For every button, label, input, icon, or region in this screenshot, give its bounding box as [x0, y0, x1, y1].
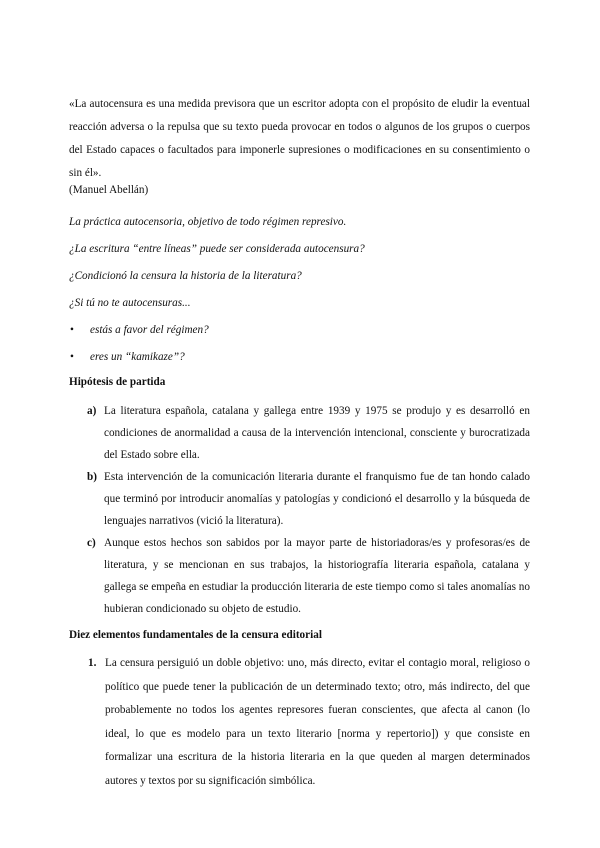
bullet-icon: •: [70, 324, 74, 336]
bullet-list: [69, 322, 530, 376]
list-item: [87, 532, 530, 620]
question-4: ¿Si tú no te autocensuras...: [69, 297, 191, 309]
item-label: 1.: [88, 657, 97, 669]
hypotheses-list: [87, 400, 530, 620]
quote-author: (Manuel Abellán): [69, 184, 149, 196]
item-text: Esta intervención de la comunicación literaria durante el franquismo fue de tan hondo calado que terminó por introducir anomalías y patologías y condicionó el desarrollo y la búsqueda de lenguajes narrativos (vició la literatura).: [104, 471, 530, 527]
bullet-text: eres un “kamikaze”?: [90, 351, 185, 363]
list-item: [87, 466, 530, 532]
question-2: ¿La escritura “entre líneas” puede ser considerada autocensura?: [69, 243, 365, 255]
item-text: La literatura española, catalana y gallega entre 1939 y 1975 se produjo y es desarrolló en condiciones de anormalidad a causa de la intervención intencional, consciente y burocratizada del Estado sobre ella.: [104, 405, 530, 461]
item-text: Aunque estos hechos son sabidos por la mayor parte de historiadoras/es y profesoras/es de literatura, y se mencionan en sus trabajos, la historiografía literaria española, catalana y gallega se empeña en estudiar la producción literaria de este tiempo como si tales anomalías no hubieran condicionado su objeto de estudio.: [104, 537, 530, 615]
list-item: [88, 652, 530, 793]
item-text: La censura persiguió un doble objetivo: uno, más directo, evitar el contagio moral, religioso o político que puede tener la publicación de un determinado texto; otro, más indirecto, del que probablemente no todos los agentes represores fueran conscientes, que afecta al canon (lo ideal, lo que es modelo para un texto literario [norma y repertorio]) y que consiste en formalizar una escritura de la historia literaria en la que queden al margen determinados autores y textos por su significación simbólica.: [105, 657, 530, 787]
question-3: ¿Condicionó la censura la historia de la literatura?: [69, 270, 302, 282]
section-heading-hypotheses: Hipótesis de partida: [69, 376, 166, 388]
elements-list: [88, 652, 530, 793]
item-label: a): [87, 405, 97, 417]
bullet-icon: •: [70, 351, 74, 363]
question-1: La práctica autocensoria, objetivo de todo régimen represivo.: [69, 216, 347, 228]
list-item: [69, 349, 530, 365]
list-item: [87, 400, 530, 466]
section-heading-elements: Diez elementos fundamentales de la censura editorial: [69, 629, 322, 641]
list-item: [69, 322, 530, 338]
item-label: b): [87, 471, 97, 483]
bullet-text: estás a favor del régimen?: [90, 324, 209, 336]
item-label: c): [87, 537, 96, 549]
epigraph-quote: «La autocensura es una medida previsora que un escritor adopta con el propósito de eludir la eventual reacción adversa o la repulsa que su texto pueda provocar en todos o algunos de los grupos o cuerpos del Estado capaces o facultados para imponerle supresiones o modificaciones en su consentimiento o sin él».: [69, 98, 530, 179]
